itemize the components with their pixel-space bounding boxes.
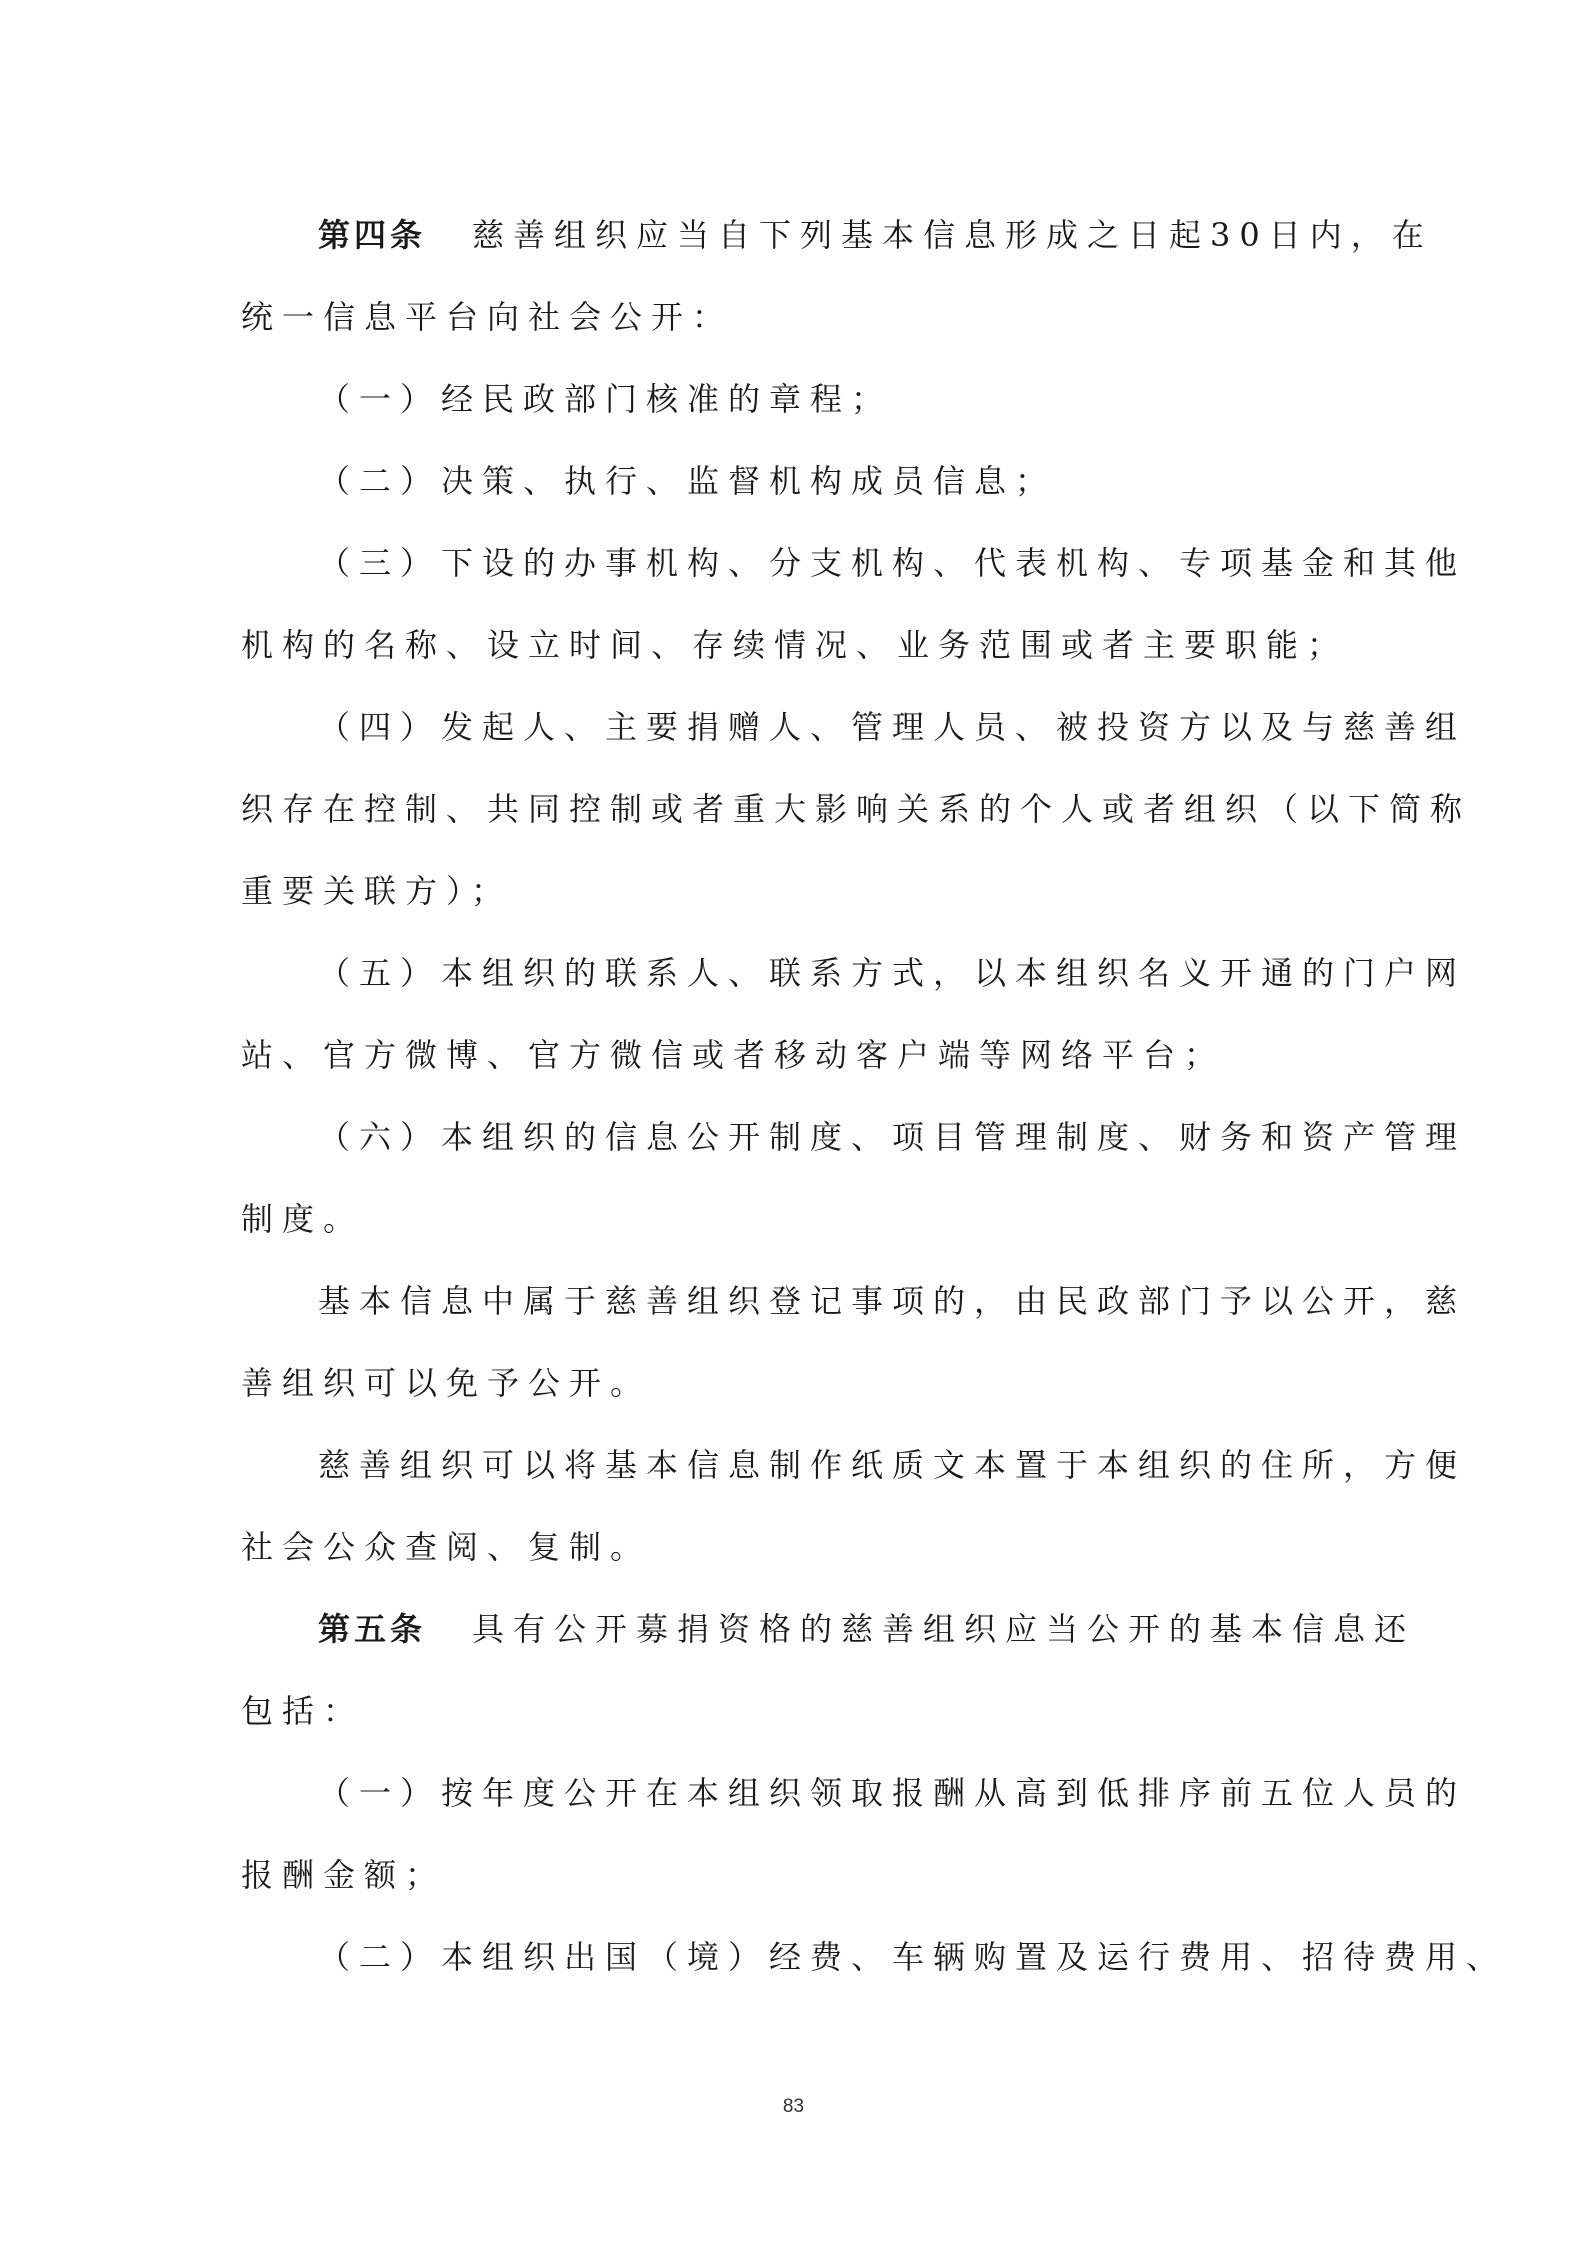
article5-line1 — [318, 1609, 1415, 1649]
article4-item4-line1: （四）发起人、主要捐赠人、管理人员、被投资方以及与慈善组 — [318, 708, 1467, 746]
article4-line1 — [318, 215, 1433, 255]
article5-item1-line1: （一）按年度公开在本组织领取报酬从高到低排序前五位人员的 — [318, 1774, 1467, 1812]
article4-heading: 第四条 — [318, 216, 427, 254]
article4-para3-line1: 慈善组织可以将基本信息制作纸质文本置于本组织的住所，方便 — [318, 1446, 1467, 1484]
article5-line2: 包括： — [241, 1692, 365, 1730]
article4-item5-line1: （五）本组织的联系人、联系方式，以本组织名义开通的门户网 — [318, 954, 1467, 992]
article4-para2-line2: 善组织可以免予公开。 — [241, 1364, 652, 1402]
page-number: 83 — [782, 2096, 805, 2117]
article5-text-line1: 具有公开募捐资格的慈善组织应当公开的基本信息还 — [472, 1610, 1416, 1648]
article4-item2: （二）决策、执行、监督机构成员信息； — [318, 462, 1057, 500]
article4-item6-line1: （六）本组织的信息公开制度、项目管理制度、财务和资产管理 — [318, 1118, 1467, 1156]
article4-item6-line2: 制度。 — [241, 1200, 365, 1238]
article4-item3-line2: 机构的名称、设立时间、存续情况、业务范围或者主要职能； — [241, 626, 1349, 664]
article4-para2-line1: 基本信息中属于慈善组织登记事项的，由民政部门予以公开，慈 — [318, 1282, 1467, 1320]
article4-item3-line1: （三）下设的办事机构、分支机构、代表机构、专项基金和其他 — [318, 544, 1467, 582]
article4-item4-line2: 织存在控制、共同控制或者重大影响关系的个人或者组织（以下简称 — [241, 790, 1472, 828]
article4-para3-line2: 社会公众查阅、复制。 — [241, 1528, 652, 1566]
article5-item2-line1: （二）本组织出国（境）经费、车辆购置及运行费用、招待费用、 — [318, 1938, 1508, 1976]
article5-heading: 第五条 — [318, 1610, 427, 1648]
article4-item5-line2: 站、官方微博、官方微信或者移动客户端等网络平台； — [241, 1036, 1226, 1074]
article5-item1-line2: 报酬金额； — [241, 1856, 447, 1894]
article4-item1: （一）经民政部门核准的章程； — [318, 380, 893, 418]
article4-text-line1: 慈善组织应当自下列基本信息形成之日起30日内，在 — [472, 216, 1433, 254]
article4-item4-line3: 重要关联方）； — [241, 872, 513, 910]
article4-line2: 统一信息平台向社会公开： — [241, 298, 734, 336]
